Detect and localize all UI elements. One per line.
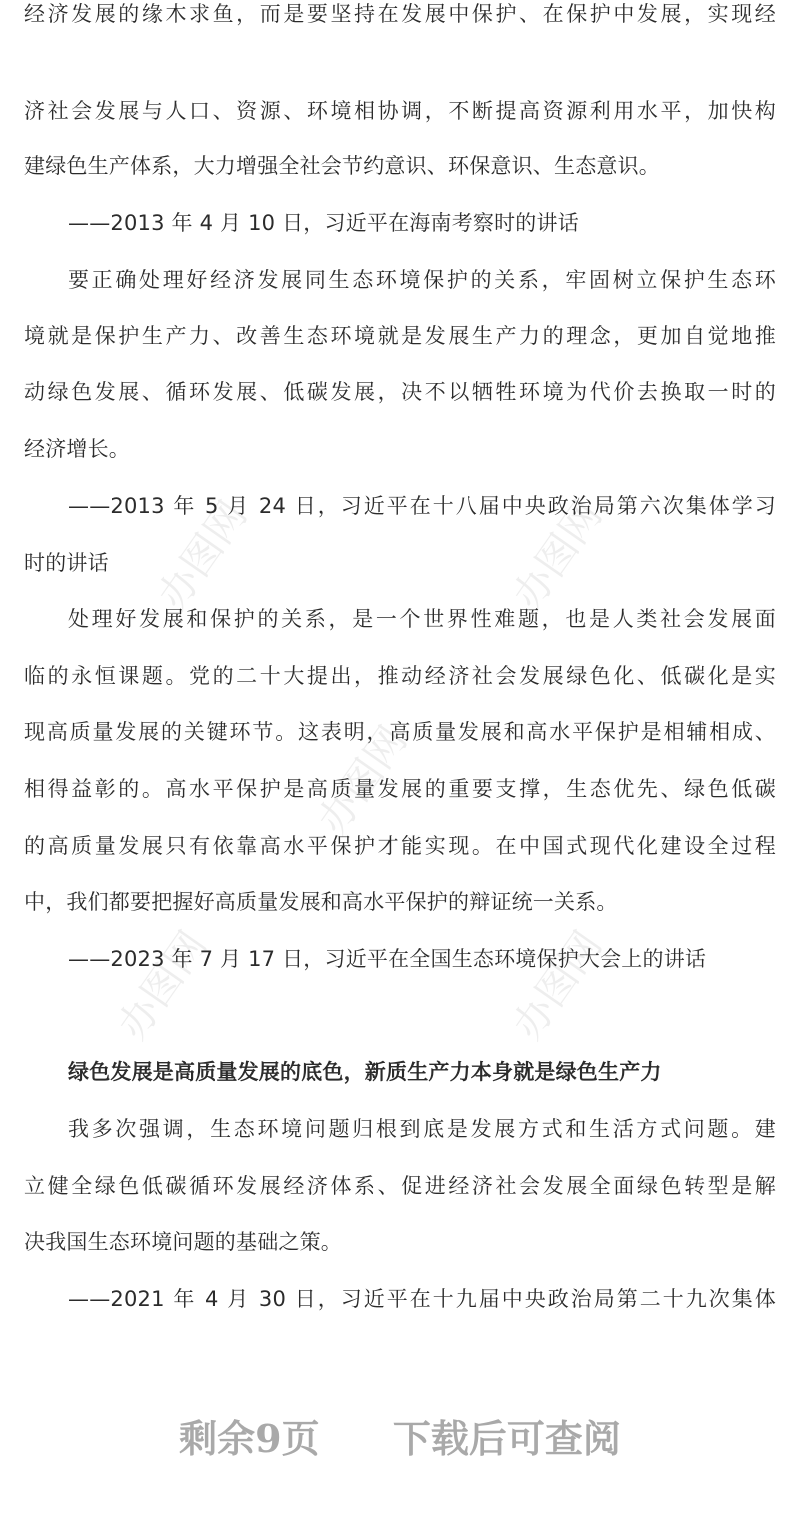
remaining-pages-label: 剩余9页 [179,1416,320,1461]
watermark: 办图网 [149,493,257,618]
watermark: 办图网 [309,718,417,843]
citation-line: ——2023 年 7 月 17 日，习近平在全国生态环境保护大会上的讲话 [68,947,707,971]
paragraph-line: 处理好发展和保护的关系，是一个世界性难题，也是人类社会发展面 [68,607,776,631]
paragraph-line: 要正确处理好经济发展同生态环境保护的关系，牢固树立保护生态环 [68,268,776,292]
paragraph-line: 临的永恒课题。党的二十大提出，推动经济社会发展绿色化、低碳化是实 [24,664,776,688]
paragraph-line: 我多次强调，生态环境问题归根到底是发展方式和生活方式问题。建 [68,1117,776,1141]
paragraph-line: 境就是保护生产力、改善生态环境就是发展生产力的理念，更加自觉地推 [24,324,776,348]
paragraph-line: 相得益彰的。高水平保护是高质量发展的重要支撑，生态优先、绿色低碳 [24,777,776,801]
paragraph-line: 立健全绿色低碳循环发展经济体系、促进经济社会发展全面绿色转型是解 [24,1174,776,1198]
watermark: 办图网 [504,493,612,618]
citation-line: ——2013 年 4 月 10 日，习近平在海南考察时的讲话 [68,211,579,235]
download-prompt[interactable] [0,1408,800,1463]
citation-line: ——2021 年 4 月 30 日，习近平在十九届中央政治局第二十九次集体 [68,1287,776,1311]
watermark: 办图网 [109,923,217,1048]
citation-line: ——2013 年 5 月 24 日，习近平在十八届中央政治局第六次集体学习 [68,494,776,518]
paragraph-line: 济社会发展与人口、资源、环境相协调，不断提高资源利用水平，加快构 [24,99,776,123]
paragraph-line: 的高质量发展只有依靠高水平保护才能实现。在中国式现代化建设全过程 [24,834,776,858]
section-heading: 绿色发展是高质量发展的底色，新质生产力本身就是绿色生产力 [68,1060,662,1084]
watermark: 办图网 [504,923,612,1048]
paragraph-line: 建绿色生产体系，大力增强全社会节约意识、环保意识、生态意识。 [24,154,660,178]
paragraph-line: 动绿色发展、循环发展、低碳发展，决不以牺牲环境为代价去换取一时的 [24,380,776,404]
paragraph-line: 中，我们都要把握好高质量发展和高水平保护的辩证统一关系。 [24,890,618,914]
download-to-view-label: 下载后可查阅 [392,1416,621,1461]
paragraph-line: 决我国生态环境问题的基础之策。 [24,1230,342,1254]
paragraph-line: 经济发展的缘木求鱼，而是要坚持在发展中保护、在保护中发展，实现经 [24,2,776,26]
paragraph-line: 现高质量发展的关键环节。这表明，高质量发展和高水平保护是相辅相成、 [24,720,776,744]
citation-line: 时的讲话 [24,551,109,575]
paragraph-line: 经济增长。 [24,437,130,461]
